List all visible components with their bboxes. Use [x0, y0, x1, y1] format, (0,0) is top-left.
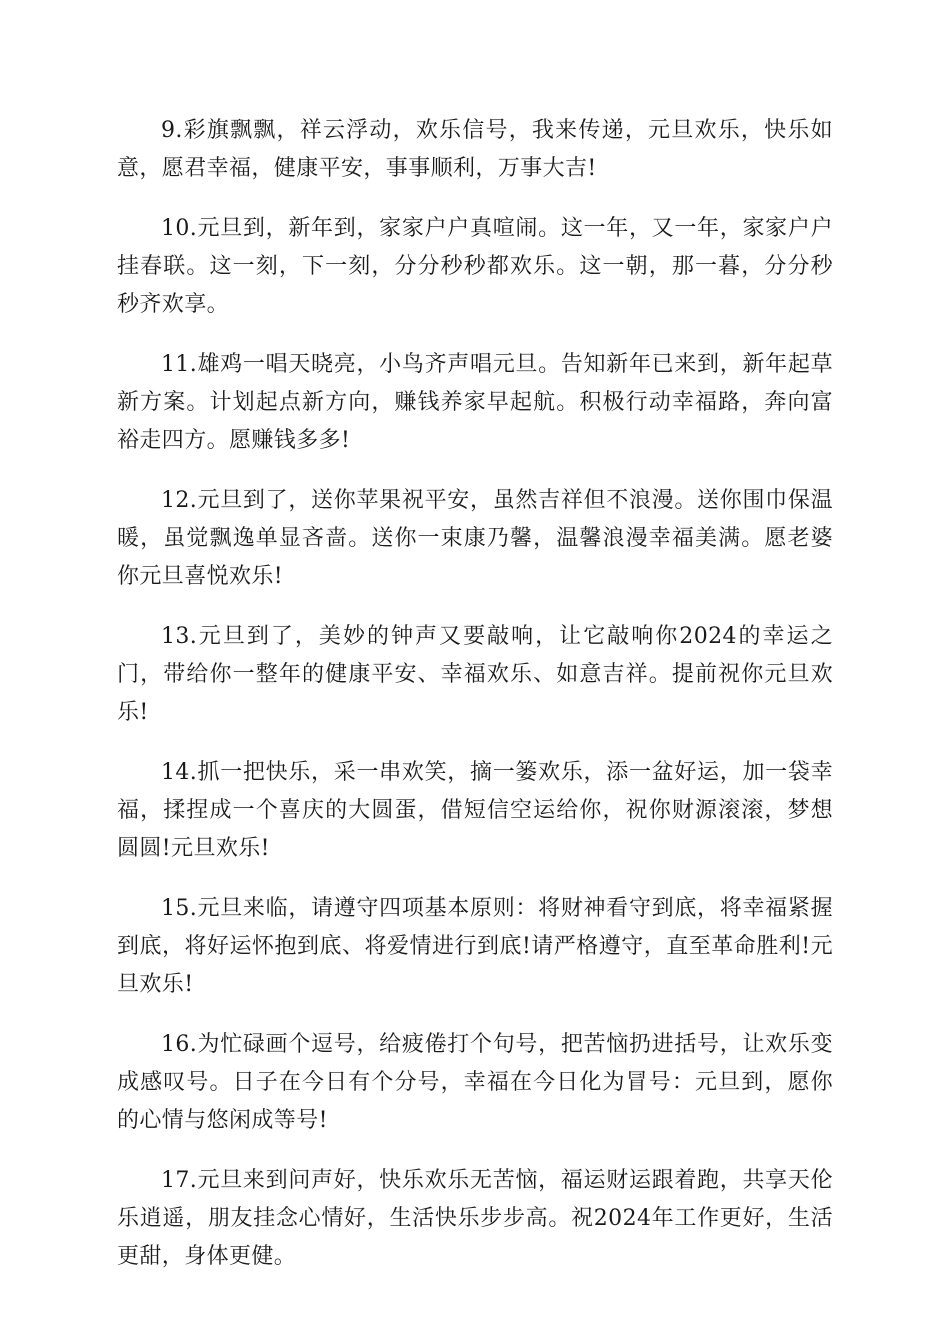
paragraph-17: 17.元旦来到问声好，快乐欢乐无苦恼，福运财运跟着跑，共享天伦乐逍遥，朋友挂念心情好，生活快乐步步高。祝2024年工作更好，生活更甜，身体更健。	[117, 1168, 833, 1269]
paragraph-13: 13.元旦到了，美妙的钟声又要敲响，让它敲响你2024的幸运之门，带给你一整年的健康平安、幸福欢乐、如意吉祥。提前祝你元旦欢乐!	[117, 624, 833, 725]
paragraph-16: 16.为忙碌画个逗号，给疲倦打个句号，把苦恼扔进括号，让欢乐变成感叹号。日子在今日有个分号，幸福在今日化为冒号：元旦到，愿你的心情与悠闲成等号!	[117, 1032, 833, 1133]
document-body	[117, 112, 833, 1298]
paragraph-10: 10.元旦到，新年到，家家户户真喧闹。这一年，又一年，家家户户挂春联。这一刻，下一刻，分分秒秒都欢乐。这一朝，那一暮，分分秒秒齐欢享。	[117, 216, 833, 317]
paragraph-9: 9.彩旗飘飘，祥云浮动，欢乐信号，我来传递，元旦欢乐，快乐如意，愿君幸福，健康平安，事事顺利，万事大吉!	[117, 118, 833, 181]
paragraph-14: 14.抓一把快乐，采一串欢笑，摘一篓欢乐，添一盆好运，加一袋幸福，揉捏成一个喜庆的大圆蛋，借短信空运给你，祝你财源滚滚，梦想圆圆!元旦欢乐!	[117, 760, 833, 861]
paragraph-15: 15.元旦来临，请遵守四项基本原则：将财神看守到底，将幸福紧握到底，将好运怀抱到底、将爱情进行到底!请严格遵守，直至革命胜利!元旦欢乐!	[117, 896, 833, 997]
paragraph-11: 11.雄鸡一唱天晓亮，小鸟齐声唱元旦。告知新年已来到，新年起草新方案。计划起点新方向，赚钱养家早起航。积极行动幸福路，奔向富裕走四方。愿赚钱多多!	[117, 352, 833, 453]
paragraph-12: 12.元旦到了，送你苹果祝平安，虽然吉祥但不浪漫。送你围巾保温暖，虽觉飘逸单显吝啬。送你一束康乃馨，温馨浪漫幸福美满。愿老婆你元旦喜悦欢乐!	[117, 488, 833, 589]
